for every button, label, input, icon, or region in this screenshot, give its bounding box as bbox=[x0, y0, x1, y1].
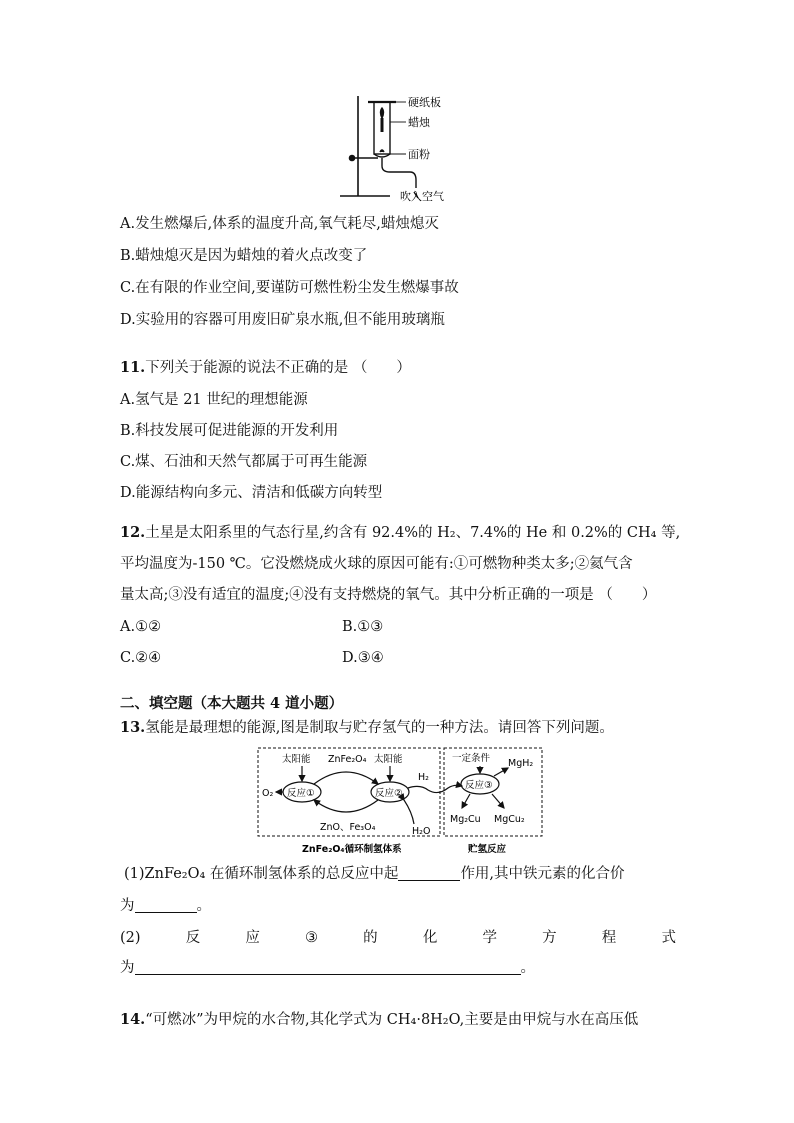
q10-option-a: A.发生燃爆后,体系的温度升高,氧气耗尽,蜡烛熄灭 bbox=[120, 216, 439, 232]
diagram-caption-right: 贮氢反应 bbox=[468, 844, 507, 855]
label-flour: 面粉 bbox=[408, 148, 430, 161]
diagram-reaction1: 反应① bbox=[287, 788, 315, 799]
q12-line3: 量太高;③没有适宜的温度;④没有支持燃烧的氧气。其中分析正确的一项是 （ ） bbox=[120, 587, 657, 603]
q13-part2-word: (2) bbox=[120, 930, 141, 946]
diagram-reaction2: 反应② bbox=[375, 788, 403, 799]
q12-option-b: B.①③ bbox=[342, 619, 384, 635]
label-candle: 蜡烛 bbox=[408, 116, 430, 129]
q12-option-c: C.②④ bbox=[120, 650, 162, 666]
q13-part1-line1 bbox=[124, 864, 625, 884]
diagram-catalyst: ZnFe₂O₄ bbox=[328, 754, 367, 765]
q13-part2-word: 式 bbox=[661, 930, 676, 946]
q12-line1 bbox=[120, 523, 680, 543]
q14-number: 14. bbox=[120, 1011, 146, 1028]
q13-part1-text-b: 作用,其中铁元素的化合价 bbox=[460, 866, 625, 882]
q14-text: “可燃冰”为甲烷的水合物,其化学式为 CH₄·8H₂O,主要是由甲烷与水在高压低 bbox=[145, 1012, 639, 1028]
answer-blank-equation[interactable] bbox=[135, 958, 521, 975]
q10-option-c: C.在有限的作业空间,要谨防可燃性粉尘发生燃爆事故 bbox=[120, 280, 459, 296]
diagram-caption-left: ZnFe₂O₄循环制氢体系 bbox=[302, 844, 402, 855]
q13-part2-word: 学 bbox=[482, 930, 497, 946]
q11-option-a: A.氢气是 21 世纪的理想能源 bbox=[120, 392, 308, 408]
q13-part2-word: 反 bbox=[185, 930, 201, 946]
section-title: 二、填空题（本大题共 4 道小题） bbox=[120, 695, 344, 712]
q12-text-1: 土星是太阳系里的气态行星,约含有 92.4%的 H₂、7.4%的 He 和 0.2%的 CH₄ 等, bbox=[145, 525, 681, 541]
q11-number: 11. bbox=[120, 359, 146, 376]
q13-part1-line2 bbox=[120, 896, 211, 916]
q13-part2-text-d: 。 bbox=[520, 960, 535, 976]
q12-number: 12. bbox=[120, 524, 146, 541]
answer-blank-role[interactable] bbox=[398, 864, 460, 881]
q11-text: 下列关于能源的说法不正确的是 （ ） bbox=[145, 360, 411, 376]
label-cardboard: 硬纸板 bbox=[408, 96, 441, 109]
q13-part1-text-c: 为 bbox=[120, 898, 135, 914]
diagram-bottom: ZnO、Fe₃O₄ bbox=[320, 822, 376, 833]
diagram-o2: O₂ bbox=[262, 788, 274, 799]
hydrogen-cycle-diagram bbox=[256, 746, 546, 856]
q13-part2-line2 bbox=[120, 958, 535, 978]
q11-option-b: B.科技发展可促进能源的开发利用 bbox=[120, 423, 339, 439]
q13-part2-line1 bbox=[120, 928, 676, 948]
diagram-h2: H₂ bbox=[418, 772, 429, 783]
q12-option-d: D.③④ bbox=[342, 650, 384, 666]
diagram-reaction3: 反应③ bbox=[465, 780, 493, 791]
q13-part2-word: 的 bbox=[363, 930, 378, 946]
q10-option-b: B.蜡烛熄灭是因为蜡烛的着火点改变了 bbox=[120, 248, 368, 264]
q13-stem bbox=[120, 718, 614, 738]
q13-part2-word: 化 bbox=[422, 930, 438, 946]
q13-part1-text-d: 。 bbox=[196, 898, 211, 914]
q11-stem bbox=[120, 358, 411, 378]
q13-part2-word: 方 bbox=[542, 930, 557, 946]
q11-option-c: C.煤、石油和天然气都属于可再生能源 bbox=[120, 454, 368, 470]
q13-number: 13. bbox=[120, 719, 146, 736]
label-blow-air: 吹入空气 bbox=[400, 190, 444, 203]
q13-part2-text-c: 为 bbox=[120, 960, 135, 976]
q13-part2-word: ③ bbox=[305, 930, 319, 946]
diagram-mgcu2: MgCu₂ bbox=[494, 814, 525, 825]
q13-part2-word: 程 bbox=[601, 930, 617, 946]
q12-option-a: A.①② bbox=[120, 619, 162, 635]
diagram-solar-2: 太阳能 bbox=[374, 754, 403, 765]
diagram-h2o: H₂O bbox=[412, 826, 431, 837]
q13-text: 氢能是最理想的能源,图是制取与贮存氢气的一种方法。请回答下列问题。 bbox=[145, 720, 614, 736]
diagram-solar-1: 太阳能 bbox=[282, 754, 311, 765]
diagram-mgh2: MgH₂ bbox=[508, 758, 534, 769]
q13-part1-text-a: (1)ZnFe₂O₄ 在循环制氢体系的总反应中起 bbox=[124, 866, 399, 882]
q12-line2: 平均温度为-150 ℃。它没燃烧成火球的原因可能有:①可燃物种类太多;②氦气含 bbox=[120, 556, 633, 572]
q10-option-d: D.实验用的容器可用废旧矿泉水瓶,但不能用玻璃瓶 bbox=[120, 312, 445, 328]
q11-option-d: D.能源结构向多元、清洁和低碳方向转型 bbox=[120, 485, 383, 501]
q14-stem bbox=[120, 1010, 638, 1030]
diagram-condition: 一定条件 bbox=[452, 753, 491, 764]
apparatus-figure bbox=[330, 92, 480, 204]
diagram-mg2cu: Mg₂Cu bbox=[450, 814, 481, 825]
q13-part2-word: 应 bbox=[245, 930, 260, 946]
answer-blank-valence[interactable] bbox=[135, 896, 197, 913]
